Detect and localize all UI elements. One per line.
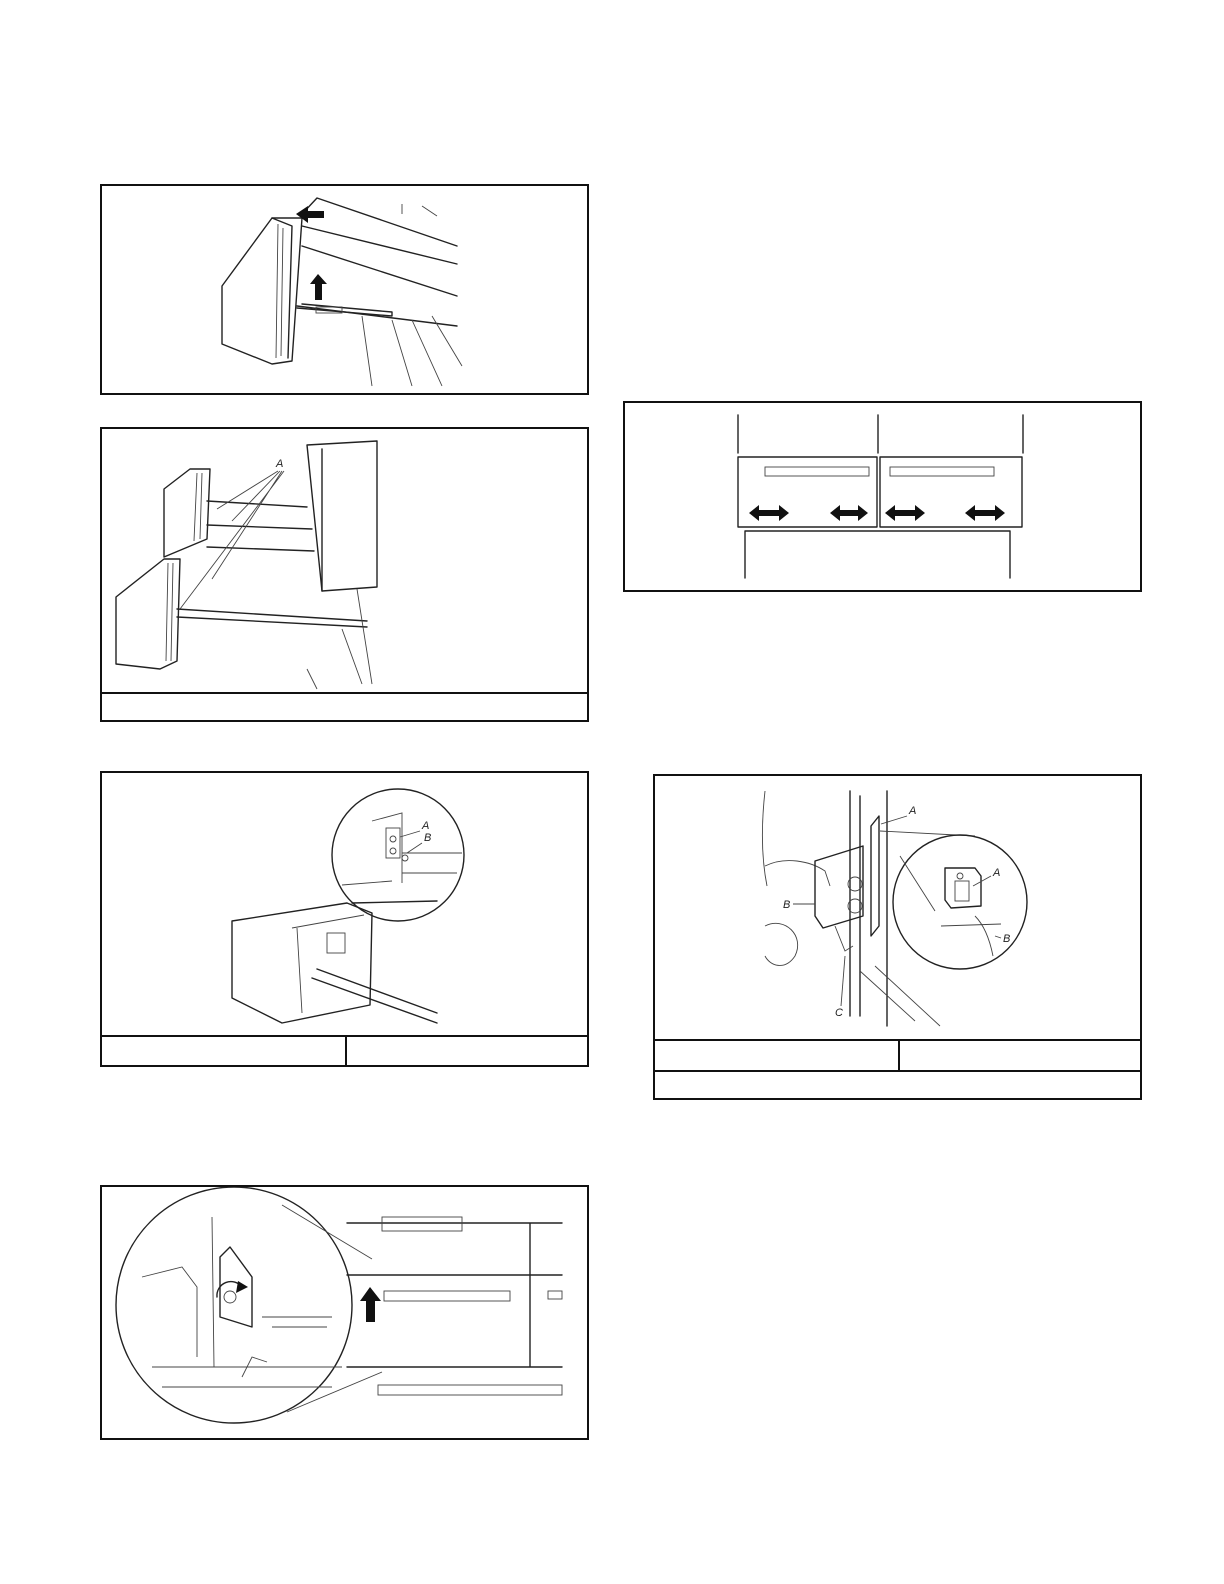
rotate-arrow-icon bbox=[236, 1281, 248, 1293]
label-b: B bbox=[1003, 933, 1011, 945]
drawer-lift-illustration bbox=[102, 186, 587, 393]
drawer-latch-illustration bbox=[102, 773, 587, 1035]
label-c: C bbox=[835, 1007, 843, 1019]
caption-cell-left bbox=[655, 1041, 897, 1070]
label-a: A bbox=[993, 867, 1001, 879]
caption-cell-right bbox=[900, 1041, 1140, 1070]
double-arrow-icon bbox=[885, 505, 925, 521]
hinge-adjust-illustration bbox=[102, 1187, 587, 1438]
figure-hinge-adjust bbox=[100, 1185, 589, 1440]
figure-drawer-alignment bbox=[623, 401, 1142, 592]
caption-cell-right bbox=[347, 1037, 587, 1066]
double-arrow-icon bbox=[830, 505, 868, 521]
double-arrow-icon bbox=[749, 505, 789, 521]
drawer-alignment-illustration bbox=[625, 403, 1140, 590]
figure-drawer-latch bbox=[100, 771, 589, 1067]
label-b: B bbox=[783, 899, 791, 911]
caption-row-2 bbox=[655, 1070, 1140, 1100]
caption-row bbox=[102, 692, 587, 723]
figure-hinge-bracket bbox=[653, 774, 1142, 1100]
double-arrow-icon bbox=[965, 505, 1005, 521]
caption-row bbox=[102, 1035, 587, 1066]
figure-drawer-lift bbox=[100, 184, 589, 395]
label-b: B bbox=[424, 832, 432, 844]
figure-drawer-rails bbox=[100, 427, 589, 722]
arrow-up-icon bbox=[310, 274, 327, 300]
hinge-bracket-illustration bbox=[655, 776, 1140, 1039]
caption-cell-full bbox=[655, 1072, 1140, 1100]
caption-row-1 bbox=[655, 1039, 1140, 1070]
label-a: A bbox=[276, 458, 284, 470]
arrow-back-icon bbox=[296, 206, 324, 223]
caption-cell-left bbox=[102, 1037, 344, 1066]
caption-cell bbox=[102, 694, 587, 723]
drawer-rails-illustration bbox=[102, 429, 587, 692]
label-a: A bbox=[909, 805, 917, 817]
label-a: A bbox=[422, 820, 430, 832]
arrow-up-icon bbox=[360, 1287, 381, 1322]
